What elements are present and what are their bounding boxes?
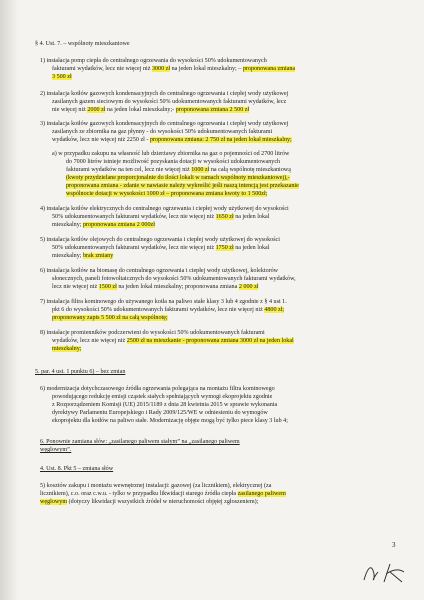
text-run: 5) kosztów zakupu i montażu wewnętrznej instalacji: gazowej (za licznikiem), elektrycznej (za bbox=[40, 483, 272, 489]
text-line bbox=[40, 205, 289, 213]
highlighted-text: węglowym bbox=[40, 499, 68, 505]
text-run: 5) instalacja kotłów olejowych do centralnego ogrzewania i ciepłej wody użytkowej do wysokości bbox=[40, 237, 280, 243]
highlighted-text: mieszkalny; bbox=[52, 346, 82, 352]
text-line bbox=[52, 244, 269, 252]
text-line bbox=[52, 337, 294, 345]
text-run: ekoprojektu dla kotłów na paliwo stałe. Modernizację objęte mogą być tylko piece klasy 3 lub 4; bbox=[52, 418, 288, 424]
text-line bbox=[52, 65, 295, 73]
text-run: zasilanych ze zbiornika na gaz płynny - do wysokości 50% udokumentowanych fakturami bbox=[52, 129, 273, 135]
text-line bbox=[52, 314, 168, 322]
text-run: dyrektywy Parlamentu Europejskiego i Rady 2009/125/WE w odniesieniu do wymogów bbox=[52, 410, 268, 416]
section-heading: § 4. Ust. 7. – wspólnoty mieszkaniowe bbox=[35, 41, 130, 47]
highlighted-text: 1750 zł bbox=[215, 245, 234, 251]
text-run: nie więcej niż bbox=[52, 107, 88, 113]
text-line bbox=[52, 409, 268, 417]
highlighted-text: proponowana zmiana bbox=[242, 66, 296, 72]
highlighted-text: 4800 zł; bbox=[264, 307, 285, 313]
highlighted-text: 2000 zł bbox=[87, 107, 106, 113]
text-line bbox=[40, 90, 288, 98]
text-line bbox=[40, 267, 278, 275]
text-run: 50% udokumentowanych fakturami wydatków, lecz nie więcej niż bbox=[52, 245, 216, 251]
text-line bbox=[52, 128, 272, 136]
text-line bbox=[40, 446, 71, 454]
highlighted-text: 3000 zł bbox=[151, 66, 171, 72]
text-run: licznikiem), c.o. oraz c.w.u. - tylko w przypadku likwidacji starego źródła ciepła bbox=[40, 491, 238, 497]
text-run: słonecznych, paneli fotowoltaicznych do wysokości 50% udokumentowanych fakturami wydatków, bbox=[52, 276, 296, 282]
text-line bbox=[52, 73, 72, 81]
text-run: wydatków, lecz nie więcej niż 2250 zł - bbox=[52, 137, 150, 143]
text-run: 4) instalacja kotłów elektrycznych do centralnego ogrzewania i ciepłej wody użytkowej do wysokości bbox=[40, 206, 289, 212]
text-run: zasilanych gazem sieciowym do wysokości 50% udokumentowanych fakturami wydatków, lecz bbox=[52, 99, 287, 105]
highlighted-text: 1000 zł bbox=[191, 167, 210, 173]
text-run: pkt 6 do wysokości 50% udokumentowanych fakturami wydatków, lecz nie więcej niż bbox=[52, 307, 265, 313]
text-line bbox=[40, 498, 258, 506]
text-line bbox=[52, 252, 113, 260]
highlighted-text: 2 000 zł bbox=[238, 284, 259, 290]
highlighted-text: proponowana zmiana - zdanie w nawiasie należy wykreślić jeśli naszą intencją jest przekazanie bbox=[66, 183, 299, 189]
highlighted-text: proponowana zmiana 2 000zł bbox=[82, 222, 155, 228]
underlined-heading: 4. Ust. 8. Pkt 5 – zmiana słów bbox=[40, 466, 114, 472]
highlighted-text: brak zmiany bbox=[82, 253, 114, 259]
text-line bbox=[40, 329, 265, 337]
text-run: do 7000 litrów istnieje możliwość pozyskania dotacji w wysokości udokumentowanych bbox=[66, 159, 281, 165]
text-line bbox=[40, 236, 280, 244]
text-line bbox=[40, 438, 240, 446]
text-run: 2) instalacja kotłów gazowych kondensacyjnych do centralnego ogrzewania i ciepłej wody użytkowej bbox=[40, 91, 289, 97]
text-line bbox=[52, 393, 272, 401]
text-line bbox=[40, 120, 288, 128]
text-line bbox=[52, 417, 288, 425]
text-line bbox=[52, 136, 292, 144]
text-run: na jeden lokal bbox=[233, 214, 270, 220]
text-run: 6) modernizacja dotychczasowego źródła ogrzewania polegająca na montażu filtra kominowego bbox=[40, 386, 275, 392]
highlighted-text: 1500 zł bbox=[98, 284, 117, 290]
text-run: a) w przypadku zakupu na własność lub dzierżawy zbiornika na gaz o pojemności od 2700 litrów bbox=[52, 151, 290, 157]
text-line bbox=[52, 306, 284, 314]
highlighted-text: proponowana zmiana: 2 750 zł na jeden lokal mieszkalny; bbox=[149, 137, 292, 143]
text-line bbox=[40, 57, 267, 65]
text-run: wydatków, lecz nie więcej niż bbox=[52, 338, 127, 344]
text-line bbox=[52, 150, 289, 158]
text-run: na całą wspólnotę mieszkaniową bbox=[209, 167, 291, 173]
text-line bbox=[40, 298, 287, 306]
text-run: fakturami wydatków, lecz nie więcej niż bbox=[52, 66, 152, 72]
text-line bbox=[52, 401, 277, 409]
text-line bbox=[52, 283, 258, 291]
text-run: powodującego redukcję emisji cząstek stałych spełniających wymogi ekoprojektu zgodnie bbox=[52, 394, 273, 400]
highlighted-text: 1650 zł bbox=[215, 214, 234, 220]
scan-edge bbox=[0, 0, 18, 600]
text-line bbox=[35, 368, 125, 376]
text-line bbox=[40, 385, 275, 393]
text-line bbox=[40, 490, 286, 498]
highlighted-text: zasilanego paliwem bbox=[237, 491, 286, 497]
text-run: 1) instalacja pomp ciepła do centralnego ogrzewania do wysokości 50% udokumentowanych bbox=[40, 58, 267, 64]
text-run: mieszkalny; bbox=[52, 253, 83, 259]
page-number: 3 bbox=[392, 541, 396, 549]
text-line bbox=[66, 174, 290, 182]
text-line bbox=[52, 106, 249, 114]
text-run: mieszkalny; bbox=[52, 222, 83, 228]
underlined-heading: węglowym”. bbox=[40, 447, 72, 453]
text-line bbox=[66, 182, 299, 190]
text-run: 7) instalacja filtra kominowego do używanego kotła na paliwo stałe klasy 3 lub 4 zgodnie z § 4 ust 1. bbox=[40, 299, 287, 305]
underlined-heading: 5. par. 4 ust. 1 punktu 6) – bez zmian bbox=[35, 369, 126, 375]
text-run: fakturami wydatków na ten cel, lecz nie więcej niż bbox=[66, 167, 192, 173]
highlighted-text: proponowana zmiana 2 500 zł bbox=[175, 107, 250, 113]
text-line bbox=[66, 166, 291, 174]
text-run: 3) instalacja kotłów gazowych kondensacyjnych do centralnego ogrzewania i ciepłej wody użytkowej bbox=[40, 121, 289, 127]
highlighted-text: (kwoty przydzielane proporcjonalnie do ilości lokali w ramach wspólnoty mieszkaniowej),- bbox=[66, 175, 290, 181]
text-line bbox=[52, 221, 155, 229]
text-run: 50% udokumentowanych fakturami wydatków, lecz nie więcej niż bbox=[52, 214, 216, 220]
text-line bbox=[40, 482, 271, 490]
text-run: 6) instalacja kotłów na biomasę do centralnego ogrzewania i ciepłej wody użytkowej, kolektorów bbox=[40, 268, 279, 274]
text-line bbox=[52, 345, 81, 353]
signature-initials bbox=[360, 560, 410, 586]
text-run: na jeden lokal mieszkalny; – bbox=[170, 66, 243, 72]
text-run: na jeden lokal bbox=[233, 245, 270, 251]
text-line bbox=[66, 158, 280, 166]
text-line bbox=[66, 190, 267, 198]
text-run: lecz nie więcej niż bbox=[52, 284, 99, 290]
text-run: z Rozporządzeniem Komisji (UE) 2015/1189 z dnia 28 kwietnia 2015 w sprawie wykonania bbox=[52, 402, 278, 408]
highlighted-text: proponowany zapis 5 500 zł na całą wspólnotę; bbox=[52, 315, 168, 321]
text-run: 8) instalacje promienników podczerwieni do wysokości 50% udokumentowanych fakturami bbox=[40, 330, 265, 336]
highlighted-text: 2500 zł na mieszkanie - proponowana zmiana 3000 zł na jeden lokal bbox=[126, 338, 294, 344]
highlighted-text: 3 500 zł bbox=[52, 74, 72, 80]
text-run: na jeden lokal mieszkalny; proponowana zmiana bbox=[116, 284, 239, 290]
highlighted-text: wspólnocie dotacji w wysokości 1000 zł – proponowana zmiana kwoty to 1 500zł; bbox=[66, 191, 268, 197]
text-run: (dotyczy likwidacji wszystkich źródeł w nieruchomości objętej zgłoszeniem); bbox=[67, 499, 259, 505]
underlined-heading: 6. Ponownie zamiana słów: „zasilanego paliwem stałym” na „zasilanego paliwem bbox=[40, 439, 240, 445]
text-line bbox=[52, 275, 296, 283]
text-line bbox=[52, 98, 286, 106]
text-line bbox=[40, 465, 113, 473]
text-run: na jeden lokal mieszkalny;- bbox=[105, 107, 176, 113]
text-line bbox=[52, 213, 269, 221]
